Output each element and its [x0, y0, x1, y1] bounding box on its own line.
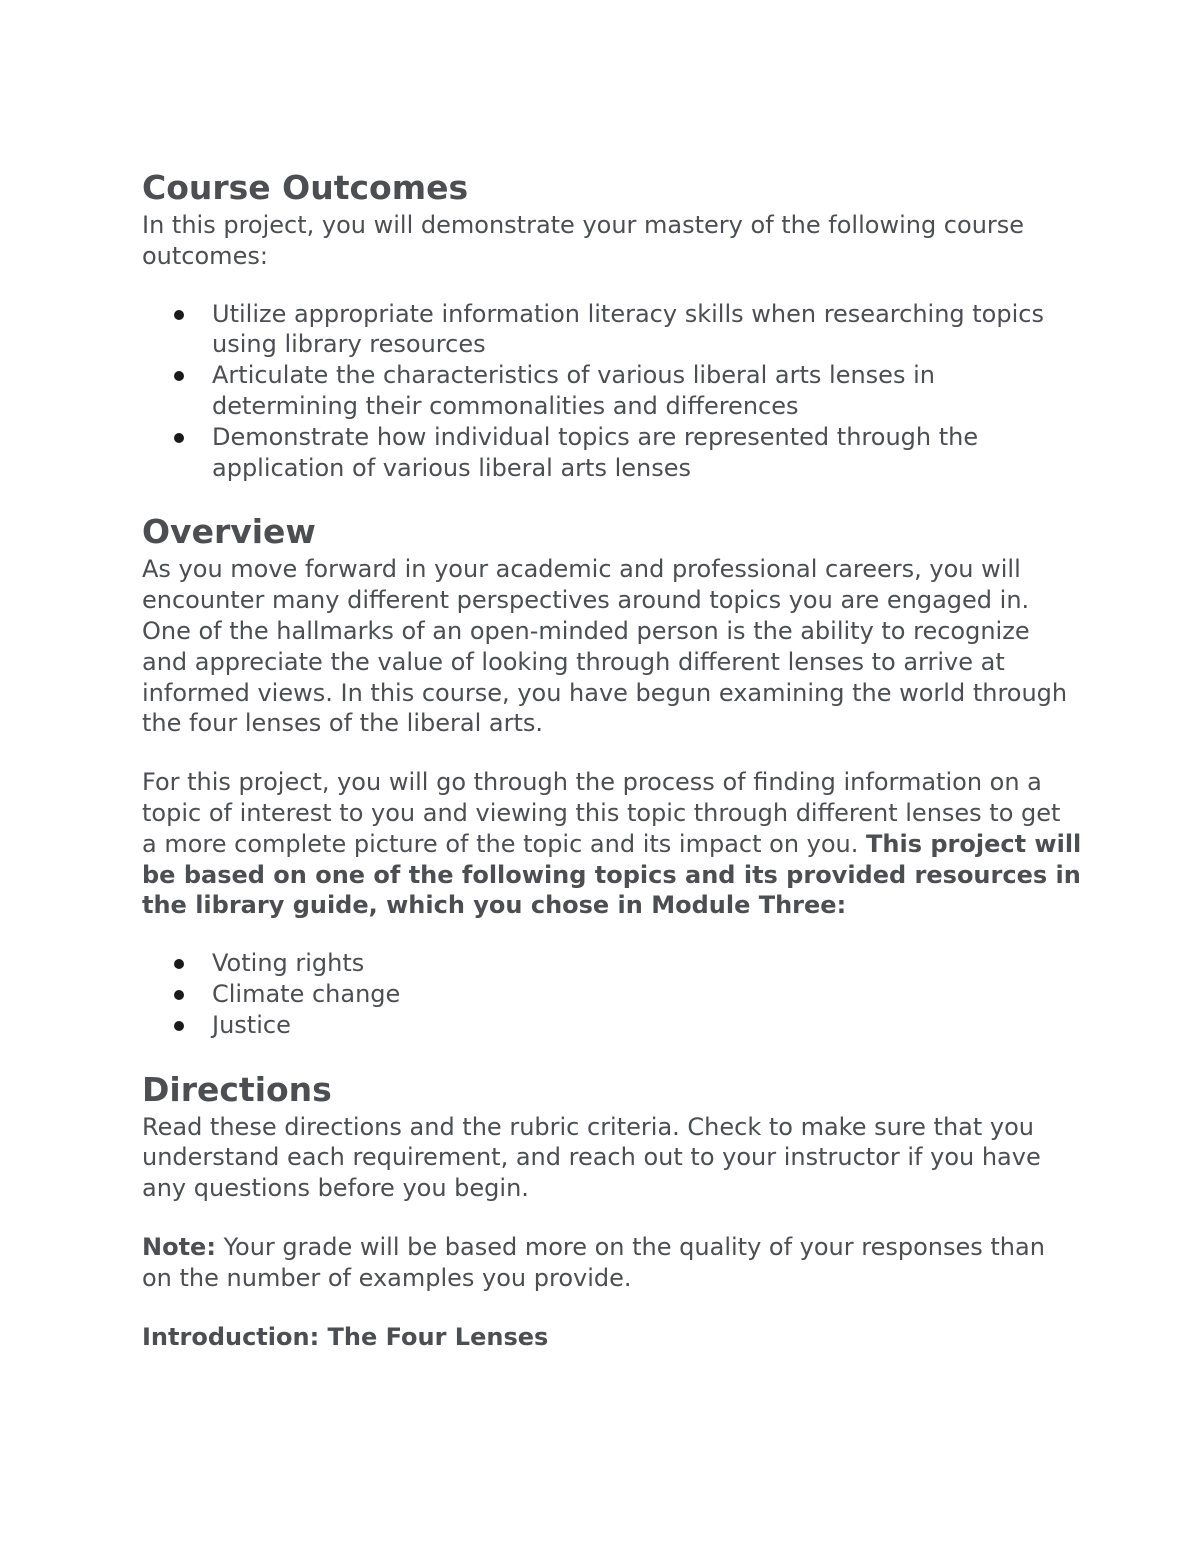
- directions-heading: Directions: [142, 1069, 332, 1109]
- overview-paragraph-2: [142, 767, 1082, 921]
- bullet-icon: [174, 310, 184, 320]
- overview-paragraph-2-plain: For this project, you will go through the process of finding information on a topic of interest to you and viewing this topic through different lenses to get a more complete picture of the topic and its impact on you.: [142, 768, 1061, 858]
- course-outcomes-list: [142, 299, 1082, 484]
- course-outcomes-intro: In this project, you will demonstrate your mastery of the following course outcomes:: [142, 211, 1025, 270]
- note-label: Note:: [142, 1232, 216, 1261]
- topic-text: Climate change: [212, 979, 401, 1008]
- list-item: [142, 1010, 1082, 1041]
- bullet-icon: [174, 433, 184, 443]
- overview-paragraph-2-bold: This project will be based on one of the following topics and its provided resources in the library guide, which you chose in Module Three:: [142, 829, 1082, 920]
- bullet-icon: [174, 990, 184, 1000]
- list-item: [142, 422, 1082, 484]
- course-outcomes-heading: Course Outcomes: [142, 168, 469, 207]
- overview-heading: Overview: [142, 512, 316, 552]
- list-item: [142, 299, 1082, 361]
- directions-paragraph: Read these directions and the rubric criteria. Check to make sure that you understand each requirement, and reach out to your instructor if you have any questions before you begin.: [142, 1112, 1041, 1203]
- outcome-text: Utilize appropriate information literacy skills when researching topics using library resources: [212, 299, 1044, 359]
- bullet-icon: [174, 1021, 184, 1031]
- note-paragraph: [142, 1232, 1082, 1294]
- topic-text: Justice: [212, 1010, 291, 1039]
- introduction-subheading: Introduction: The Four Lenses: [142, 1322, 549, 1351]
- topics-list: [142, 948, 1082, 1040]
- list-item: [142, 948, 1082, 979]
- list-item: [142, 979, 1082, 1010]
- bullet-icon: [174, 959, 184, 969]
- topic-text: Voting rights: [212, 949, 365, 978]
- note-text: Your grade will be based more on the quality of your responses than on the number of examples you provide.: [142, 1232, 1045, 1292]
- outcome-text: Articulate the characteristics of various liberal arts lenses in determining their commonalities and differences: [212, 361, 935, 420]
- outcome-text: Demonstrate how individual topics are represented through the application of various liberal arts lenses: [212, 422, 979, 482]
- bullet-icon: [174, 371, 184, 381]
- list-item: [142, 360, 1082, 422]
- document-page: [142, 166, 1082, 1352]
- overview-paragraph-1: As you move forward in your academic and professional careers, you will encounter many different perspectives around topics you are engaged in. One of the hallmarks of an open-minded person is the ability to recognize and appreciate the value of looking through different lenses to arrive at informed views. In this course, you have begun examining the world through the four lenses of the liberal arts.: [142, 555, 1068, 738]
